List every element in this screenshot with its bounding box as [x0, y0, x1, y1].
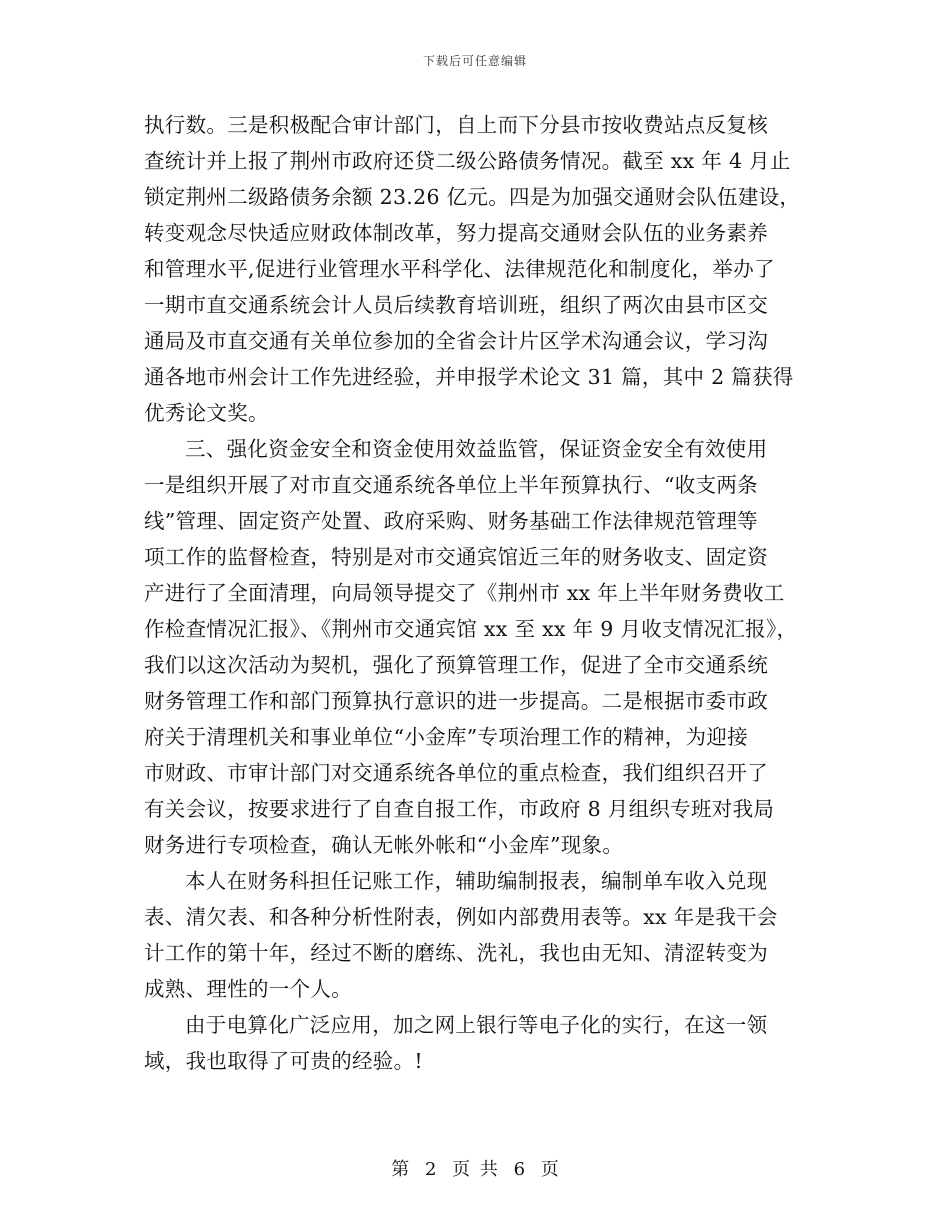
- footer-mid: 页 共: [452, 1159, 498, 1180]
- text-line: 执行数。三是积极配合审计部门，自上而下分县市按收费站点反复核: [144, 113, 768, 137]
- text-line: 作检查情况汇报》、《荆州市交通宾馆 xx 至 xx 年 9 月收支情况汇报》，: [144, 617, 798, 641]
- paragraph-start: 由于电算化广泛应用，加之网上银行等电子化的实行，在这一领: [185, 1013, 768, 1037]
- text-line: 线”管理、固定资产处置、政府采购、财务基础工作法律规范管理等: [144, 509, 758, 533]
- text-line: 一期市直交通系统会计人员后续教育培训班，组织了两次由县市区交: [144, 293, 768, 317]
- text-line: 府关于清理机关和事业单位“小金库”专项治理工作的精神，为迎接: [144, 725, 748, 749]
- document-body: [144, 107, 804, 1079]
- text-line: 通各地市州会计工作先进经验，并申报学术论文 31 篇，其中 2 篇获得: [144, 365, 794, 389]
- total-pages-number: 6: [513, 1159, 526, 1180]
- text-line: 一是组织开展了对市直交通系统各单位上半年预算执行、“收支两条: [144, 473, 758, 497]
- text-line: 财务管理工作和部门预算执行意识的进一步提高。二是根据市委市政: [144, 689, 768, 713]
- page-header: 下载后可任意编辑: [422, 54, 527, 68]
- text-line: 有关会议，按要求进行了自查自报工作，市政府 8 月组织专班对我局: [144, 797, 775, 821]
- text-line: 锁定荆州二级路债务余额 23.26 亿元。四是为加强交通财会队伍建设，: [144, 185, 801, 209]
- text-line: 成熟、理性的一个人。: [144, 977, 352, 1001]
- text-line: 和管理水平,促进行业管理水平科学化、法律规范化和制度化，举办了: [144, 257, 775, 281]
- text-line: 市财政、市审计部门对交通系统各单位的重点检查，我们组织召开了: [144, 761, 768, 785]
- text-line: 通局及市直交通有关单位参加的全省会计片区学术沟通会议，学习沟: [144, 329, 768, 353]
- footer-suffix: 页: [540, 1159, 559, 1180]
- page-footer: [0, 1155, 950, 1181]
- text-line: 域，我也取得了可贵的经验。!: [144, 1049, 423, 1073]
- paragraph-start: 本人在财务科担任记账工作，辅助编制报表，编制单车收入兑现: [185, 869, 768, 893]
- text-line: 优秀论文奖。: [144, 401, 269, 425]
- text-line: 计工作的第十年，经过不断的磨练、洗礼，我也由无知、清涩转变为: [144, 941, 768, 965]
- footer-prefix: 第: [391, 1159, 410, 1180]
- section-heading: 三、强化资金安全和资金使用效益监管，保证资金安全有效使用: [185, 437, 768, 461]
- text-line: 财务进行专项检查，确认无帐外帐和“小金库”现象。: [144, 833, 624, 857]
- text-line: 表、清欠表、和各种分析性附表，例如内部费用表等。xx 年是我干会: [144, 905, 778, 929]
- text-line: 我们以这次活动为契机，强化了预算管理工作，促进了全市交通系统: [144, 653, 768, 677]
- text-line: 产进行了全面清理，向局领导提交了《荆州市 xx 年上半年财务费收工: [144, 581, 785, 605]
- current-page-number: 2: [424, 1159, 437, 1180]
- text-line: 查统计并上报了荆州市政府还贷二级公路债务情况。截至 xx 年 4 月止: [144, 149, 791, 173]
- text-line: 项工作的监督检查，特别是对市交通宾馆近三年的财务收支、固定资: [144, 545, 768, 569]
- text-line: 转变观念尽快适应财政体制改革，努力提高交通财会队伍的业务素养: [144, 221, 768, 245]
